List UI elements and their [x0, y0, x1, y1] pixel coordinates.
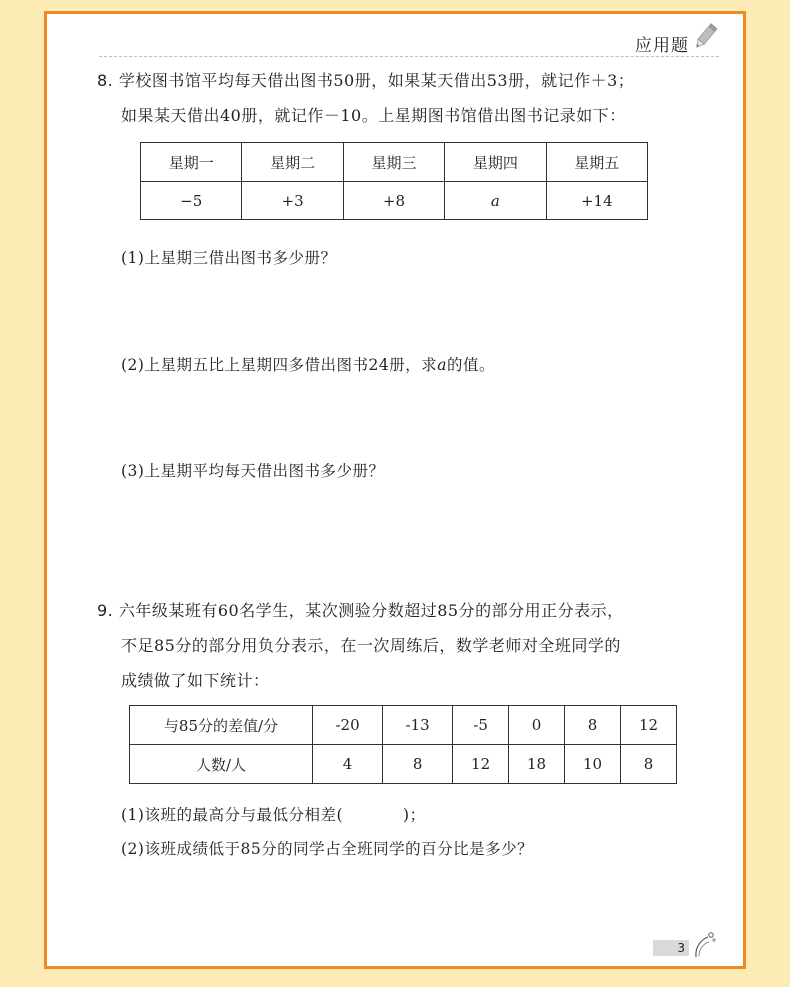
part-1-text: (1)该班的最高分与最低分相差(: [121, 806, 344, 824]
question-8-part-2: [121, 353, 495, 375]
table-cell: −5: [141, 182, 242, 220]
question-9-text: [97, 593, 624, 698]
part-2-text-end: 的值。: [446, 356, 495, 374]
table-cell: +8: [343, 182, 444, 220]
section-title: 应用题: [635, 36, 689, 56]
page-number: 3: [653, 940, 689, 956]
table-cell: +14: [546, 182, 647, 220]
table-value-row: [141, 182, 648, 220]
question-9-part-1: [121, 803, 426, 825]
table-cell: 8: [383, 745, 453, 784]
question-8-line-2: 如果某天借出40册，就记作－10。上星期图书馆借出图书记录如下：: [121, 106, 626, 125]
worksheet-page: [44, 11, 746, 969]
part-2-text: (2)上星期五比上星期四多借出图书24册，求: [121, 356, 438, 374]
table-row: [130, 745, 677, 784]
question-8-number: 8.: [97, 71, 114, 90]
table-cell: 18: [509, 745, 565, 784]
table-cell: -13: [383, 706, 453, 745]
page-header: [99, 22, 719, 57]
table-row-label: 与85分的差值/分: [130, 706, 313, 745]
question-8-text: [97, 63, 634, 133]
table-cell: 12: [620, 706, 676, 745]
question-8-part-3: (3)上星期平均每天借出图书多少册？: [121, 462, 385, 480]
table-cell: 10: [565, 745, 621, 784]
question-9-line-3: 成绩做了如下统计：: [121, 671, 270, 690]
question-9-line-2: 不足85分的部分用负分表示，在一次周练后，数学老师对全班同学的: [121, 636, 621, 655]
table-cell: 星期四: [445, 143, 546, 182]
variable-a: a: [437, 356, 447, 374]
question-9-number: 9.: [97, 601, 114, 620]
question-8-table: [140, 142, 648, 220]
table-cell: 星期三: [343, 143, 444, 182]
pencil-icon: [691, 22, 719, 52]
table-cell: a: [445, 182, 546, 220]
table-cell: -5: [453, 706, 509, 745]
question-9-line-1: 六年级某班有60名学生，某次测验分数超过85分的部分用正分表示，: [118, 601, 624, 620]
question-9-table: [129, 705, 677, 784]
part-1-text-end: )；: [403, 806, 426, 824]
table-header-row: [141, 143, 648, 182]
table-cell: 星期五: [546, 143, 647, 182]
table-row: [130, 706, 677, 745]
question-8-part-1: (1)上星期三借出图书多少册？: [121, 249, 337, 267]
table-cell: -20: [313, 706, 383, 745]
table-cell: 8: [620, 745, 676, 784]
swirl-icon: [692, 930, 716, 958]
table-cell: 12: [453, 745, 509, 784]
table-cell: 8: [565, 706, 621, 745]
table-cell: 0: [509, 706, 565, 745]
table-cell: +3: [242, 182, 343, 220]
question-9-part-2: (2)该班成绩低于85分的同学占全班同学的百分比是多少？: [121, 840, 534, 858]
table-cell: 星期一: [141, 143, 242, 182]
table-row-label: 人数/人: [130, 745, 313, 784]
question-8-line-1: 学校图书馆平均每天借出图书50册，如果某天借出53册，就记作＋3；: [118, 71, 635, 90]
table-cell: 4: [313, 745, 383, 784]
table-cell: 星期二: [242, 143, 343, 182]
